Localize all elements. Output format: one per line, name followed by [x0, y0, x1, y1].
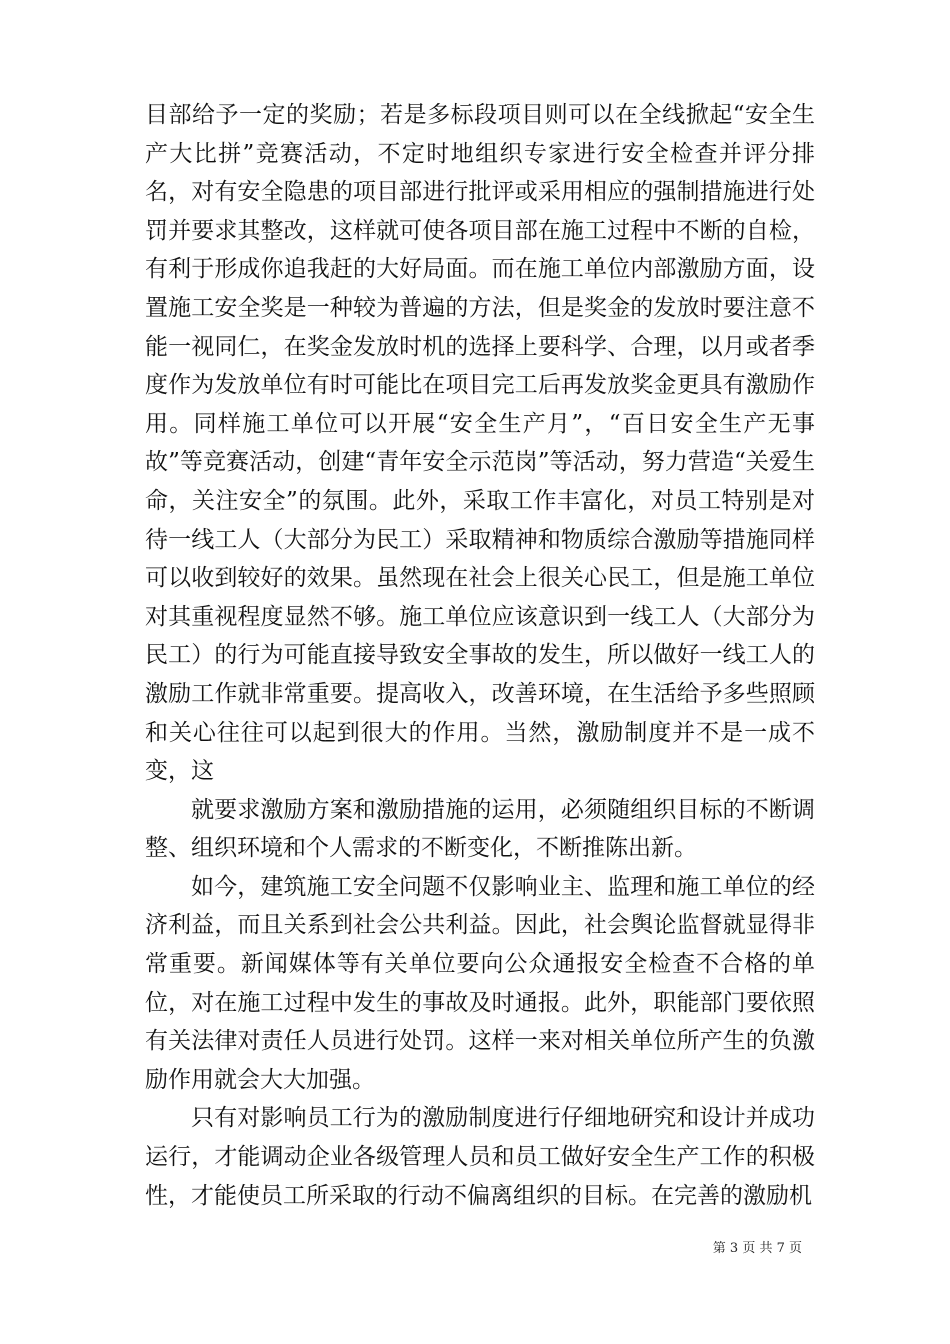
text-line: 济利益，而且关系到社会公共利益。因此，社会舆论监督就显得非	[145, 912, 815, 939]
text-line: 对其重视程度显然不够。施工单位应该意识到一线工人（大部分为	[145, 603, 815, 630]
text-line: 民工）的行为可能直接导致安全事故的发生，所以做好一线工人的	[145, 642, 815, 669]
text-line: 这	[191, 758, 214, 785]
text-line: 同样施工单位可以开展“安全生产月”，“百日安全生产无事故”	[145, 410, 815, 476]
text-line: 命，关注安全”的氛围。此外，采取工作丰富化，对员工特别是对	[145, 487, 815, 514]
text-line: 运行，才能调动企业各级管理人员和员工做好安全生产工作的积极	[145, 1144, 815, 1171]
paragraph-public-supervision	[145, 868, 815, 1100]
text-line: 如今，建筑施工安全问题不仅影响业主、监理和施工单位的经	[191, 873, 815, 900]
text-line: 目部给予一定的奖励；若是多标段项目则可以在全线掀起“安全生	[145, 102, 815, 128]
text-line: 可以收到较好的效果。虽然现在社会上很关心民工，但是施工单位	[145, 565, 815, 592]
text-line: 为发放单位有时可能比在项目完工后再发放奖金更具有激励作用。	[145, 372, 816, 437]
text-line: 用就会大大加强。	[191, 1066, 375, 1093]
text-line: 和关心往往可以起到很大的作用。当然，激励制度并不是一成不变，	[145, 719, 815, 785]
text-line: 对在施工过程中发生的事故及时通报。此外，职能部门要依照有关	[145, 989, 816, 1055]
paragraph-incentive-system	[145, 1099, 815, 1215]
text-line: 就要求激励方案和激励措施的运用，必须随组织目标的不断调	[191, 796, 815, 823]
text-line: 视同仁，在奖金发放时机的选择上要科学、合理，以月或者季度作	[145, 333, 816, 399]
text-line: 法律对责任人员进行处罚。这样一来对相关单位所产生的负激励作	[145, 1028, 816, 1093]
text-line: 激励工作就非常重要。提高收入，改善环境，在生活给予多些照顾	[145, 680, 815, 707]
text-line: 等竞赛活动，创建“青年安全示范岗”等活动，努力营造“关爱生	[179, 449, 815, 476]
text-line: 对有安全隐患的项目部进行批评或采用相应的强制措施进行处罚并	[145, 179, 816, 244]
page-number-footer: 第 3 页 共 7 页	[712, 1241, 802, 1256]
paragraph-incentive-plan	[145, 791, 815, 868]
text-line: 整、组织环境和个人需求的不断变化，不断推陈出新。	[145, 835, 697, 862]
text-line: 于形成你追我赶的大好局面。而在施工单位内部激励方面，设置施	[145, 256, 816, 321]
text-line: 只有对影响员工行为的激励制度进行仔细地研究和设计并成功	[191, 1105, 815, 1132]
text-line: 待一线工人（大部分为民工）采取精神和物质综合激励等措施同样	[145, 526, 815, 553]
paragraph-continuation	[145, 96, 815, 791]
text-line: 工安全奖是一种较为普遍的方法，但是奖金的发放时要注意不能一	[145, 294, 816, 360]
text-line: 常重要。新闻媒体等有关单位要向公众通报安全检查不合格的单位，	[145, 951, 815, 1016]
text-line: 要求其整改，这样就可使各项目部在施工过程中不断的自检，有利	[145, 217, 816, 283]
text-line: 产大比拼”竞赛活动，不定时地组织专家进行安全检查并评分排名，	[145, 140, 815, 206]
text-line: 性，才能使员工所采取的行动不偏离组织的目标。在完善的激励机	[145, 1182, 812, 1209]
document-body	[145, 96, 815, 1215]
